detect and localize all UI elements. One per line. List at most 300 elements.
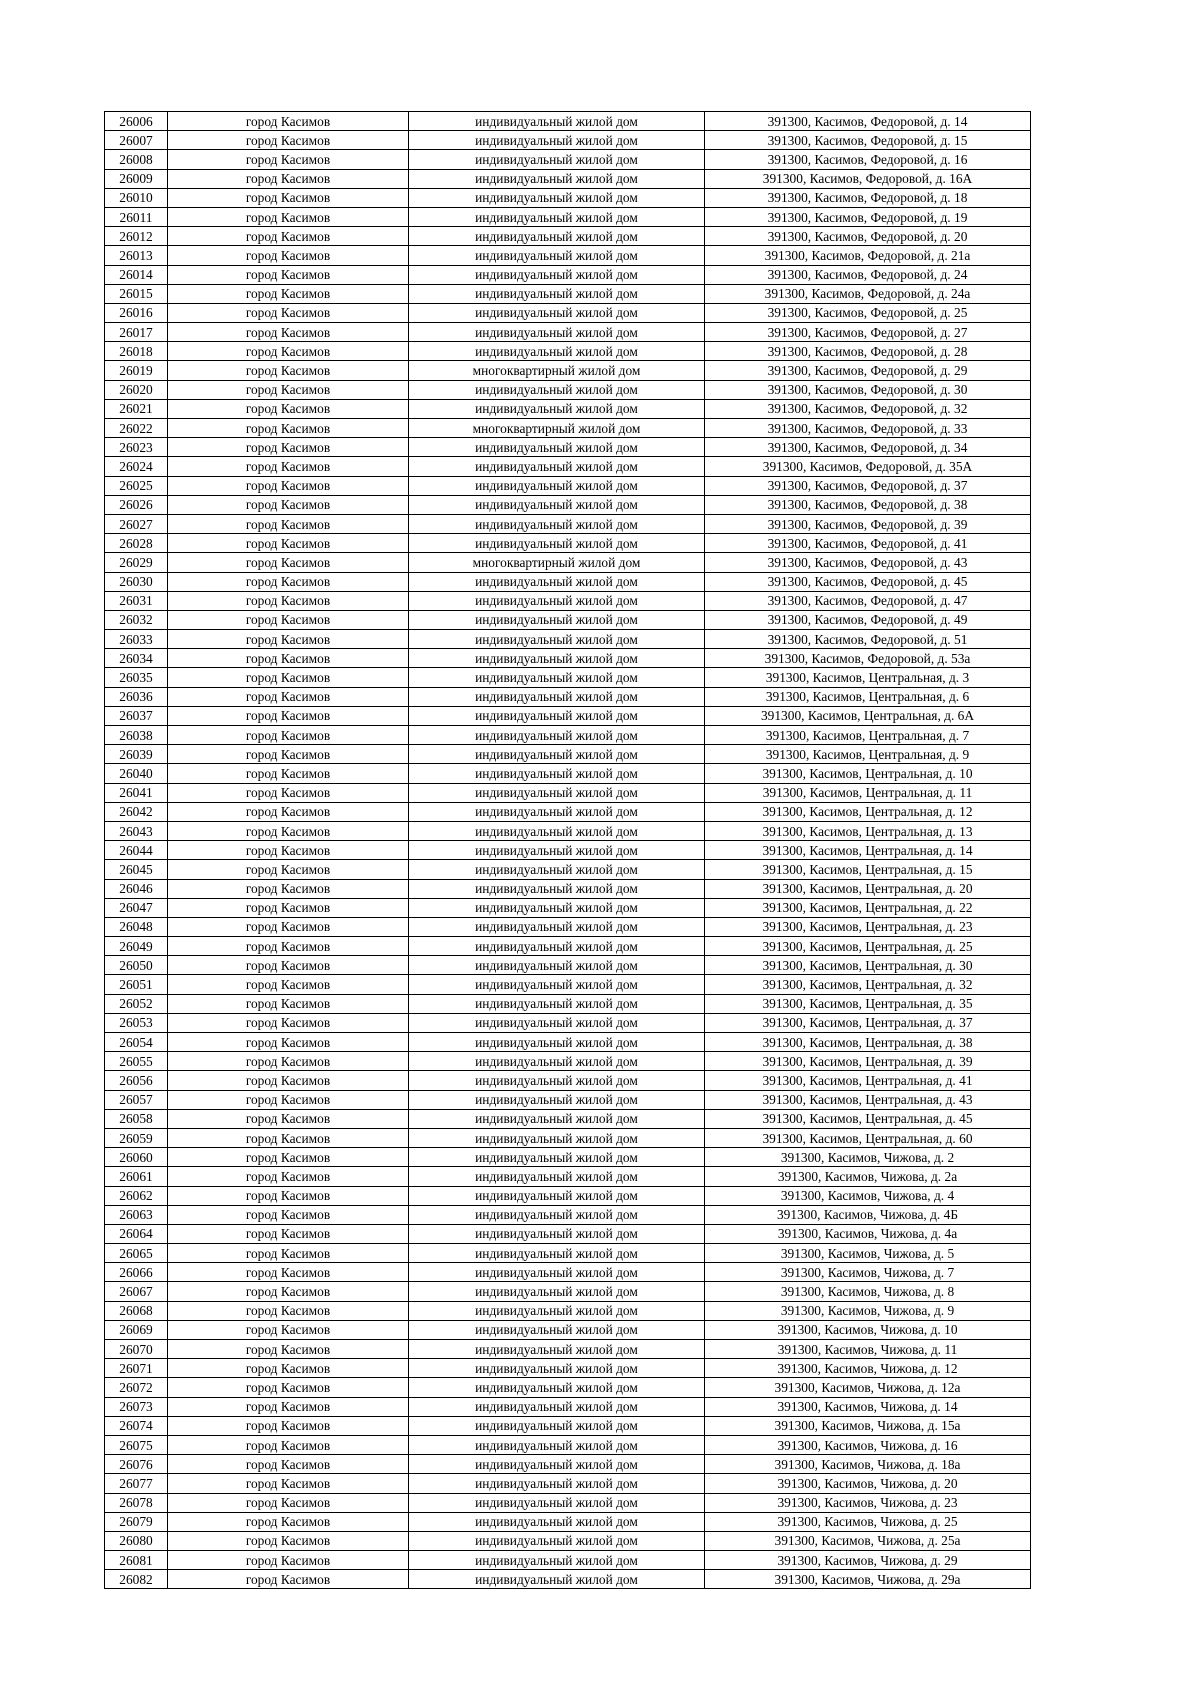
- table-row: [105, 553, 1031, 572]
- table-row: [105, 1512, 1031, 1531]
- locality-cell: город Касимов: [168, 994, 409, 1013]
- locality-cell: город Касимов: [168, 591, 409, 610]
- building-type-cell: индивидуальный жилой дом: [409, 668, 705, 687]
- address-cell: 391300, Касимов, Федоровой, д. 33: [705, 419, 1031, 438]
- row-number-cell: 26054: [105, 1033, 168, 1052]
- locality-cell: город Касимов: [168, 419, 409, 438]
- building-type-cell: индивидуальный жилой дом: [409, 745, 705, 764]
- row-number-cell: 26050: [105, 956, 168, 975]
- building-type-cell: индивидуальный жилой дом: [409, 150, 705, 169]
- building-type-cell: индивидуальный жилой дом: [409, 323, 705, 342]
- address-cell: 391300, Касимов, Федоровой, д. 53а: [705, 649, 1031, 668]
- building-type-cell: индивидуальный жилой дом: [409, 1493, 705, 1512]
- table-row: [105, 994, 1031, 1013]
- row-number-cell: 26046: [105, 879, 168, 898]
- table-row: [105, 419, 1031, 438]
- address-cell: 391300, Касимов, Чижова, д. 15а: [705, 1416, 1031, 1435]
- table-row: [105, 975, 1031, 994]
- address-cell: 391300, Касимов, Центральная, д. 43: [705, 1090, 1031, 1109]
- table-row: [105, 1090, 1031, 1109]
- row-number-cell: 26030: [105, 572, 168, 591]
- address-cell: 391300, Касимов, Центральная, д. 32: [705, 975, 1031, 994]
- address-cell: 391300, Касимов, Федоровой, д. 19: [705, 207, 1031, 226]
- locality-cell: город Касимов: [168, 1148, 409, 1167]
- address-cell: 391300, Касимов, Чижова, д. 16: [705, 1435, 1031, 1454]
- building-type-cell: индивидуальный жилой дом: [409, 1052, 705, 1071]
- locality-cell: город Касимов: [168, 380, 409, 399]
- row-number-cell: 26036: [105, 687, 168, 706]
- address-cell: 391300, Касимов, Чижова, д. 11: [705, 1340, 1031, 1359]
- building-type-cell: индивидуальный жилой дом: [409, 1071, 705, 1090]
- address-cell: 391300, Касимов, Центральная, д. 12: [705, 802, 1031, 821]
- table-row: [105, 726, 1031, 745]
- table-row: [105, 284, 1031, 303]
- address-cell: 391300, Касимов, Центральная, д. 6: [705, 687, 1031, 706]
- row-number-cell: 26077: [105, 1474, 168, 1493]
- address-cell: 391300, Касимов, Федоровой, д. 29: [705, 361, 1031, 380]
- locality-cell: город Касимов: [168, 188, 409, 207]
- table-row: [105, 1416, 1031, 1435]
- building-type-cell: индивидуальный жилой дом: [409, 591, 705, 610]
- building-type-cell: индивидуальный жилой дом: [409, 380, 705, 399]
- building-type-cell: индивидуальный жилой дом: [409, 1224, 705, 1243]
- row-number-cell: 26009: [105, 169, 168, 188]
- locality-cell: город Касимов: [168, 610, 409, 629]
- locality-cell: город Касимов: [168, 668, 409, 687]
- table-row: [105, 745, 1031, 764]
- building-type-cell: индивидуальный жилой дом: [409, 534, 705, 553]
- building-type-cell: индивидуальный жилой дом: [409, 706, 705, 725]
- locality-cell: город Касимов: [168, 323, 409, 342]
- locality-cell: город Касимов: [168, 1435, 409, 1454]
- address-cell: 391300, Касимов, Чижова, д. 18а: [705, 1455, 1031, 1474]
- building-type-cell: индивидуальный жилой дом: [409, 630, 705, 649]
- row-number-cell: 26072: [105, 1378, 168, 1397]
- building-type-cell: индивидуальный жилой дом: [409, 1531, 705, 1550]
- table-row: [105, 1109, 1031, 1128]
- row-number-cell: 26025: [105, 476, 168, 495]
- table-row: [105, 1071, 1031, 1090]
- locality-cell: город Касимов: [168, 1455, 409, 1474]
- row-number-cell: 26060: [105, 1148, 168, 1167]
- row-number-cell: 26018: [105, 342, 168, 361]
- building-type-cell: индивидуальный жилой дом: [409, 169, 705, 188]
- locality-cell: город Касимов: [168, 1416, 409, 1435]
- table-row: [105, 687, 1031, 706]
- table-row: [105, 457, 1031, 476]
- address-cell: 391300, Касимов, Федоровой, д. 47: [705, 591, 1031, 610]
- table-row: [105, 514, 1031, 533]
- table-row: [105, 150, 1031, 169]
- row-number-cell: 26059: [105, 1128, 168, 1147]
- row-number-cell: 26027: [105, 514, 168, 533]
- row-number-cell: 26028: [105, 534, 168, 553]
- building-type-cell: индивидуальный жилой дом: [409, 284, 705, 303]
- row-number-cell: 26037: [105, 706, 168, 725]
- table-row: [105, 476, 1031, 495]
- row-number-cell: 26081: [105, 1551, 168, 1570]
- locality-cell: город Касимов: [168, 131, 409, 150]
- address-cell: 391300, Касимов, Федоровой, д. 28: [705, 342, 1031, 361]
- row-number-cell: 26073: [105, 1397, 168, 1416]
- building-type-cell: индивидуальный жилой дом: [409, 879, 705, 898]
- row-number-cell: 26014: [105, 265, 168, 284]
- table-row: [105, 706, 1031, 725]
- row-number-cell: 26049: [105, 937, 168, 956]
- table-row: [105, 1359, 1031, 1378]
- row-number-cell: 26055: [105, 1052, 168, 1071]
- row-number-cell: 26022: [105, 419, 168, 438]
- address-cell: 391300, Касимов, Федоровой, д. 16А: [705, 169, 1031, 188]
- locality-cell: город Касимов: [168, 1570, 409, 1589]
- address-cell: 391300, Касимов, Чижова, д. 8: [705, 1282, 1031, 1301]
- locality-cell: город Касимов: [168, 303, 409, 322]
- row-number-cell: 26021: [105, 399, 168, 418]
- row-number-cell: 26040: [105, 764, 168, 783]
- building-type-cell: индивидуальный жилой дом: [409, 1013, 705, 1032]
- table-row: [105, 841, 1031, 860]
- row-number-cell: 26029: [105, 553, 168, 572]
- row-number-cell: 26052: [105, 994, 168, 1013]
- address-cell: 391300, Касимов, Центральная, д. 60: [705, 1128, 1031, 1147]
- address-cell: 391300, Касимов, Чижова, д. 29: [705, 1551, 1031, 1570]
- table-row: [105, 1244, 1031, 1263]
- locality-cell: город Касимов: [168, 649, 409, 668]
- table-row: [105, 1397, 1031, 1416]
- locality-cell: город Касимов: [168, 956, 409, 975]
- locality-cell: город Касимов: [168, 975, 409, 994]
- table-row: [105, 821, 1031, 840]
- address-cell: 391300, Касимов, Федоровой, д. 39: [705, 514, 1031, 533]
- table-row: [105, 1435, 1031, 1454]
- address-cell: 391300, Касимов, Центральная, д. 37: [705, 1013, 1031, 1032]
- row-number-cell: 26007: [105, 131, 168, 150]
- address-cell: 391300, Касимов, Чижова, д. 20: [705, 1474, 1031, 1493]
- row-number-cell: 26053: [105, 1013, 168, 1032]
- locality-cell: город Касимов: [168, 572, 409, 591]
- table-row: [105, 131, 1031, 150]
- address-cell: 391300, Касимов, Центральная, д. 45: [705, 1109, 1031, 1128]
- row-number-cell: 26043: [105, 821, 168, 840]
- address-cell: 391300, Касимов, Центральная, д. 10: [705, 764, 1031, 783]
- row-number-cell: 26047: [105, 898, 168, 917]
- row-number-cell: 26006: [105, 112, 168, 131]
- table-row: [105, 1224, 1031, 1243]
- address-cell: 391300, Касимов, Чижова, д. 4Б: [705, 1205, 1031, 1224]
- row-number-cell: 26066: [105, 1263, 168, 1282]
- row-number-cell: 26062: [105, 1186, 168, 1205]
- table-row: [105, 1148, 1031, 1167]
- building-type-cell: индивидуальный жилой дом: [409, 783, 705, 802]
- locality-cell: город Касимов: [168, 1244, 409, 1263]
- building-type-cell: индивидуальный жилой дом: [409, 457, 705, 476]
- building-type-cell: индивидуальный жилой дом: [409, 1301, 705, 1320]
- locality-cell: город Касимов: [168, 1378, 409, 1397]
- row-number-cell: 26068: [105, 1301, 168, 1320]
- building-type-cell: индивидуальный жилой дом: [409, 1090, 705, 1109]
- building-type-cell: индивидуальный жилой дом: [409, 1186, 705, 1205]
- table-row: [105, 917, 1031, 936]
- locality-cell: город Касимов: [168, 112, 409, 131]
- locality-cell: город Касимов: [168, 687, 409, 706]
- building-type-cell: индивидуальный жилой дом: [409, 1435, 705, 1454]
- address-cell: 391300, Касимов, Федоровой, д. 37: [705, 476, 1031, 495]
- locality-cell: город Касимов: [168, 1340, 409, 1359]
- locality-cell: город Касимов: [168, 1205, 409, 1224]
- building-type-cell: индивидуальный жилой дом: [409, 898, 705, 917]
- table-row: [105, 1205, 1031, 1224]
- locality-cell: город Касимов: [168, 361, 409, 380]
- address-cell: 391300, Касимов, Федоровой, д. 18: [705, 188, 1031, 207]
- row-number-cell: 26012: [105, 227, 168, 246]
- row-number-cell: 26064: [105, 1224, 168, 1243]
- row-number-cell: 26078: [105, 1493, 168, 1512]
- building-type-cell: индивидуальный жилой дом: [409, 188, 705, 207]
- address-cell: 391300, Касимов, Центральная, д. 11: [705, 783, 1031, 802]
- building-type-cell: индивидуальный жилой дом: [409, 764, 705, 783]
- address-cell: 391300, Касимов, Федоровой, д. 32: [705, 399, 1031, 418]
- table-row: [105, 1455, 1031, 1474]
- table-row: [105, 783, 1031, 802]
- building-type-cell: индивидуальный жилой дом: [409, 994, 705, 1013]
- table-row: [105, 668, 1031, 687]
- building-type-cell: индивидуальный жилой дом: [409, 514, 705, 533]
- row-number-cell: 26017: [105, 323, 168, 342]
- address-cell: 391300, Касимов, Чижова, д. 23: [705, 1493, 1031, 1512]
- building-type-cell: индивидуальный жилой дом: [409, 1320, 705, 1339]
- building-type-cell: индивидуальный жилой дом: [409, 917, 705, 936]
- table-row: [105, 1320, 1031, 1339]
- building-type-cell: индивидуальный жилой дом: [409, 227, 705, 246]
- locality-cell: город Касимов: [168, 1531, 409, 1550]
- address-cell: 391300, Касимов, Федоровой, д. 35А: [705, 457, 1031, 476]
- table-row: [105, 380, 1031, 399]
- building-type-cell: индивидуальный жилой дом: [409, 246, 705, 265]
- address-cell: 391300, Касимов, Федоровой, д. 24: [705, 265, 1031, 284]
- locality-cell: город Касимов: [168, 898, 409, 917]
- table-row: [105, 610, 1031, 629]
- table-row: [105, 1013, 1031, 1032]
- row-number-cell: 26008: [105, 150, 168, 169]
- locality-cell: город Касимов: [168, 1128, 409, 1147]
- row-number-cell: 26075: [105, 1435, 168, 1454]
- address-cell: 391300, Касимов, Центральная, д. 3: [705, 668, 1031, 687]
- locality-cell: город Касимов: [168, 169, 409, 188]
- address-cell: 391300, Касимов, Федоровой, д. 43: [705, 553, 1031, 572]
- locality-cell: город Касимов: [168, 399, 409, 418]
- address-cell: 391300, Касимов, Федоровой, д. 15: [705, 131, 1031, 150]
- locality-cell: город Касимов: [168, 1109, 409, 1128]
- row-number-cell: 26071: [105, 1359, 168, 1378]
- address-cell: 391300, Касимов, Чижова, д. 10: [705, 1320, 1031, 1339]
- table-row: [105, 1340, 1031, 1359]
- table-row: [105, 534, 1031, 553]
- address-cell: 391300, Касимов, Центральная, д. 41: [705, 1071, 1031, 1090]
- address-cell: 391300, Касимов, Центральная, д. 9: [705, 745, 1031, 764]
- table-row: [105, 1052, 1031, 1071]
- address-cell: 391300, Касимов, Федоровой, д. 45: [705, 572, 1031, 591]
- address-cell: 391300, Касимов, Федоровой, д. 16: [705, 150, 1031, 169]
- address-cell: 391300, Касимов, Чижова, д. 25а: [705, 1531, 1031, 1550]
- row-number-cell: 26044: [105, 841, 168, 860]
- address-cell: 391300, Касимов, Чижова, д. 4а: [705, 1224, 1031, 1243]
- building-type-cell: индивидуальный жилой дом: [409, 1474, 705, 1493]
- building-type-cell: индивидуальный жилой дом: [409, 1416, 705, 1435]
- address-cell: 391300, Касимов, Чижова, д. 7: [705, 1263, 1031, 1282]
- row-number-cell: 26079: [105, 1512, 168, 1531]
- row-number-cell: 26061: [105, 1167, 168, 1186]
- address-cell: 391300, Касимов, Федоровой, д. 14: [705, 112, 1031, 131]
- table-row: [105, 572, 1031, 591]
- address-cell: 391300, Касимов, Федоровой, д. 20: [705, 227, 1031, 246]
- building-type-cell: индивидуальный жилой дом: [409, 956, 705, 975]
- locality-cell: город Касимов: [168, 1167, 409, 1186]
- housing-registry-table: [104, 111, 1031, 1589]
- building-type-cell: индивидуальный жилой дом: [409, 1109, 705, 1128]
- locality-cell: город Касимов: [168, 630, 409, 649]
- row-number-cell: 26016: [105, 303, 168, 322]
- table-row: [105, 399, 1031, 418]
- row-number-cell: 26056: [105, 1071, 168, 1090]
- locality-cell: город Касимов: [168, 1090, 409, 1109]
- address-cell: 391300, Касимов, Чижова, д. 5: [705, 1244, 1031, 1263]
- address-cell: 391300, Касимов, Центральная, д. 7: [705, 726, 1031, 745]
- row-number-cell: 26031: [105, 591, 168, 610]
- table-row: [105, 1301, 1031, 1320]
- address-cell: 391300, Касимов, Центральная, д. 15: [705, 860, 1031, 879]
- row-number-cell: 26020: [105, 380, 168, 399]
- address-cell: 391300, Касимов, Федоровой, д. 21а: [705, 246, 1031, 265]
- locality-cell: город Касимов: [168, 726, 409, 745]
- building-type-cell: индивидуальный жилой дом: [409, 342, 705, 361]
- address-cell: 391300, Касимов, Центральная, д. 38: [705, 1033, 1031, 1052]
- building-type-cell: индивидуальный жилой дом: [409, 726, 705, 745]
- locality-cell: город Касимов: [168, 1224, 409, 1243]
- table-row: [105, 303, 1031, 322]
- locality-cell: город Касимов: [168, 1186, 409, 1205]
- building-type-cell: индивидуальный жилой дом: [409, 687, 705, 706]
- row-number-cell: 26035: [105, 668, 168, 687]
- locality-cell: город Касимов: [168, 764, 409, 783]
- locality-cell: город Касимов: [168, 534, 409, 553]
- locality-cell: город Касимов: [168, 1301, 409, 1320]
- table-row: [105, 1531, 1031, 1550]
- building-type-cell: индивидуальный жилой дом: [409, 841, 705, 860]
- row-number-cell: 26065: [105, 1244, 168, 1263]
- locality-cell: город Касимов: [168, 1320, 409, 1339]
- table-row: [105, 227, 1031, 246]
- address-cell: 391300, Касимов, Федоровой, д. 51: [705, 630, 1031, 649]
- locality-cell: город Касимов: [168, 150, 409, 169]
- locality-cell: город Касимов: [168, 1013, 409, 1032]
- building-type-cell: индивидуальный жилой дом: [409, 1397, 705, 1416]
- table-row: [105, 956, 1031, 975]
- building-type-cell: индивидуальный жилой дом: [409, 1512, 705, 1531]
- row-number-cell: 26038: [105, 726, 168, 745]
- table-row: [105, 265, 1031, 284]
- address-cell: 391300, Касимов, Центральная, д. 14: [705, 841, 1031, 860]
- building-type-cell: индивидуальный жилой дом: [409, 802, 705, 821]
- address-cell: 391300, Касимов, Центральная, д. 20: [705, 879, 1031, 898]
- locality-cell: город Касимов: [168, 514, 409, 533]
- row-number-cell: 26010: [105, 188, 168, 207]
- locality-cell: город Касимов: [168, 284, 409, 303]
- building-type-cell: индивидуальный жилой дом: [409, 1244, 705, 1263]
- building-type-cell: индивидуальный жилой дом: [409, 610, 705, 629]
- locality-cell: город Касимов: [168, 476, 409, 495]
- building-type-cell: индивидуальный жилой дом: [409, 821, 705, 840]
- building-type-cell: индивидуальный жилой дом: [409, 572, 705, 591]
- building-type-cell: индивидуальный жилой дом: [409, 1570, 705, 1589]
- table-row: [105, 1493, 1031, 1512]
- row-number-cell: 26026: [105, 495, 168, 514]
- building-type-cell: индивидуальный жилой дом: [409, 1282, 705, 1301]
- locality-cell: город Касимов: [168, 265, 409, 284]
- locality-cell: город Касимов: [168, 860, 409, 879]
- locality-cell: город Касимов: [168, 1397, 409, 1416]
- table-row: [105, 495, 1031, 514]
- row-number-cell: 26082: [105, 1570, 168, 1589]
- building-type-cell: многоквартирный жилой дом: [409, 419, 705, 438]
- locality-cell: город Касимов: [168, 246, 409, 265]
- locality-cell: город Касимов: [168, 821, 409, 840]
- table-row: [105, 1128, 1031, 1147]
- table-row: [105, 860, 1031, 879]
- table-row: [105, 1033, 1031, 1052]
- row-number-cell: 26076: [105, 1455, 168, 1474]
- address-cell: 391300, Касимов, Чижова, д. 29а: [705, 1570, 1031, 1589]
- locality-cell: город Касимов: [168, 495, 409, 514]
- row-number-cell: 26019: [105, 361, 168, 380]
- building-type-cell: индивидуальный жилой дом: [409, 495, 705, 514]
- address-cell: 391300, Касимов, Федоровой, д. 24а: [705, 284, 1031, 303]
- locality-cell: город Касимов: [168, 553, 409, 572]
- building-type-cell: индивидуальный жилой дом: [409, 399, 705, 418]
- locality-cell: город Касимов: [168, 783, 409, 802]
- address-cell: 391300, Касимов, Чижова, д. 14: [705, 1397, 1031, 1416]
- building-type-cell: многоквартирный жилой дом: [409, 361, 705, 380]
- row-number-cell: 26033: [105, 630, 168, 649]
- building-type-cell: индивидуальный жилой дом: [409, 1551, 705, 1570]
- address-cell: 391300, Касимов, Федоровой, д. 30: [705, 380, 1031, 399]
- table-row: [105, 1263, 1031, 1282]
- locality-cell: город Касимов: [168, 1493, 409, 1512]
- building-type-cell: индивидуальный жилой дом: [409, 1205, 705, 1224]
- address-cell: 391300, Касимов, Центральная, д. 25: [705, 937, 1031, 956]
- row-number-cell: 26051: [105, 975, 168, 994]
- address-cell: 391300, Касимов, Федоровой, д. 25: [705, 303, 1031, 322]
- building-type-cell: индивидуальный жилой дом: [409, 1128, 705, 1147]
- table-row: [105, 1378, 1031, 1397]
- row-number-cell: 26034: [105, 649, 168, 668]
- building-type-cell: индивидуальный жилой дом: [409, 112, 705, 131]
- table-row: [105, 898, 1031, 917]
- building-type-cell: индивидуальный жилой дом: [409, 1033, 705, 1052]
- row-number-cell: 26069: [105, 1320, 168, 1339]
- building-type-cell: индивидуальный жилой дом: [409, 1455, 705, 1474]
- table-row: [105, 207, 1031, 226]
- locality-cell: город Касимов: [168, 1551, 409, 1570]
- locality-cell: город Касимов: [168, 879, 409, 898]
- address-cell: 391300, Касимов, Федоровой, д. 27: [705, 323, 1031, 342]
- building-type-cell: индивидуальный жилой дом: [409, 975, 705, 994]
- address-cell: 391300, Касимов, Центральная, д. 22: [705, 898, 1031, 917]
- table-row: [105, 630, 1031, 649]
- address-cell: 391300, Касимов, Центральная, д. 39: [705, 1052, 1031, 1071]
- row-number-cell: 26080: [105, 1531, 168, 1550]
- table-row: [105, 246, 1031, 265]
- locality-cell: город Касимов: [168, 1282, 409, 1301]
